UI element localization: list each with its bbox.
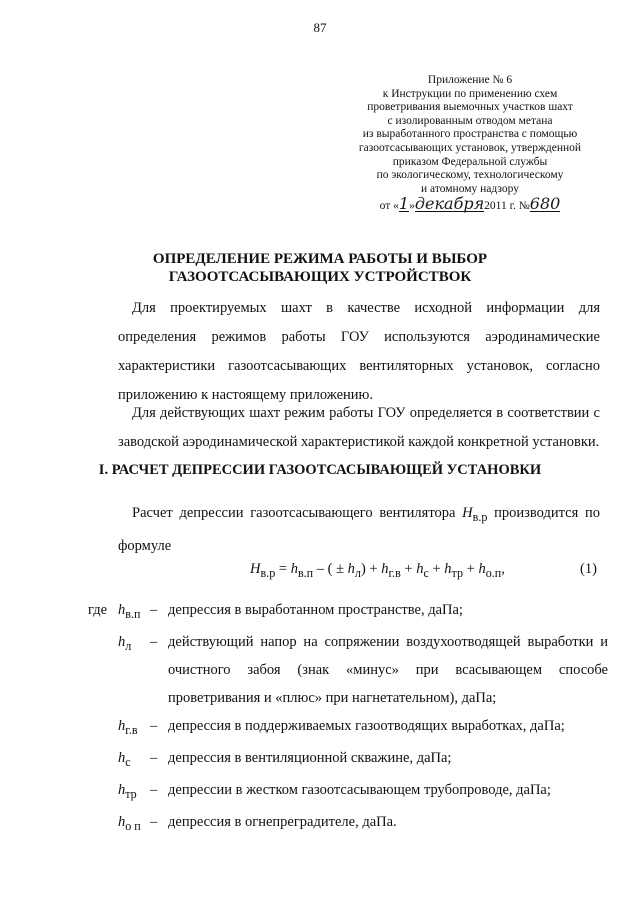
paragraph-operating-mines: Для действующих шахт режим работы ГОУ определяется в соответствии с заводской аэродинамической характеристикой каждой конкретной установки. (118, 405, 600, 450)
document-title (0, 250, 640, 286)
appendix-line: по экологическому, технологическому (376, 169, 564, 182)
title-line: ОПРЕДЕЛЕНИЕ РЕЖИМА РАБОТЫ И ВЫБОР (152, 251, 488, 267)
definition-symbol: $h_{в.п}$ (118, 602, 141, 621)
definition-symbol: $h_{о п}$ (118, 813, 141, 833)
appendix-line: с изолированным отводом метана (387, 114, 553, 127)
where-label: где (88, 602, 108, 618)
appendix-line: приказом Федеральной службы (392, 155, 548, 168)
date-month-handwritten: декабря (414, 194, 485, 214)
definition-item (118, 712, 608, 744)
definition-dash: – (150, 813, 158, 830)
date-prefix: от « (379, 200, 399, 213)
paragraph-calculation (118, 499, 600, 561)
definition-item (88, 596, 608, 628)
definition-text: действующий напор на сопряжении воздухоотводящей выработки и очистного забоя (знак «минус» при всасывающем способе проветривания и «плюс» при нагнетательном), даПа; (168, 633, 608, 706)
appendix-line: и атомному надзору (421, 182, 519, 195)
appendix-block (340, 74, 600, 214)
section-heading: I. РАСЧЕТ ДЕПРЕССИИ ГАЗООТСАСЫВАЮЩЕЙ УСТАНОВКИ (98, 462, 542, 478)
appendix-line: газоотсасывающих установок, утвержденной (358, 141, 582, 154)
definition-text: депрессия в выработанном пространстве, даПа; (168, 602, 463, 618)
definition-text: депрессии в жестком газоотсасывающем трубопроводе, даПа; (168, 781, 551, 798)
definition-item (118, 628, 608, 712)
definition-symbol: $h_{г.в}$ (118, 717, 138, 737)
appendix-line: к Инструкции по применению схем (382, 87, 558, 100)
appendix-line: Приложение № 6 (427, 74, 513, 86)
date-year: 2011 г. № (484, 200, 530, 213)
page-number: 87 (313, 20, 327, 35)
definition-text: депрессия в огнепреградителе, даПа. (168, 813, 397, 830)
definition-symbol: $h_{тр}$ (118, 781, 137, 801)
definition-dash: – (150, 602, 158, 618)
definition-text: депрессия в поддерживаемых газоотводящих выработках, даПа; (168, 717, 565, 734)
definition-item (118, 744, 608, 776)
appendix-date (340, 194, 600, 214)
date-mid: » (409, 200, 415, 213)
definitions-list (88, 596, 608, 839)
calc-text: Расчет депрессии газоотсасывающего вентилятора (132, 505, 463, 521)
formula-number: (1) (580, 561, 597, 577)
definition-item (118, 808, 608, 840)
paragraph-projected-mines: Для проектируемых шахт в качестве исходной информации для определения режимов работы ГОУ используются аэродинамические характеристики газоотсасывающих вентиляторных установок, согласно приложению к настоящему приложению. (118, 300, 600, 403)
calc-text: производится по формуле (118, 505, 600, 554)
appendix-line: из выработанного пространства с помощью (362, 128, 578, 141)
definition-text: депрессия в вентиляционной скважине, даПа; (168, 749, 452, 766)
appendix-line: проветривания выемочных участков шахт (367, 101, 573, 114)
formula: $H_{в.р} = h_{в.п}$ – ( ± $h_л) + h_{г.в} + h_с + h_{тр} + h_{о.п}$, (250, 561, 505, 580)
definition-dash: – (150, 781, 158, 798)
order-number-handwritten: 680 (529, 194, 561, 214)
date-day-handwritten: 1 (398, 194, 410, 214)
calc-symbol: H (462, 505, 473, 521)
definition-symbol: $h_л$ (118, 633, 132, 653)
definition-item (118, 776, 608, 808)
calc-symbol-sub: в.р (472, 509, 488, 524)
definition-dash: – (150, 633, 158, 650)
title-line: ГАЗООТСАСЫВАЮЩИХ УСТРОЙСТВОК (168, 269, 472, 285)
definition-dash: – (150, 717, 158, 734)
definition-dash: – (150, 749, 158, 766)
definition-symbol: $h_с$ (118, 749, 131, 769)
